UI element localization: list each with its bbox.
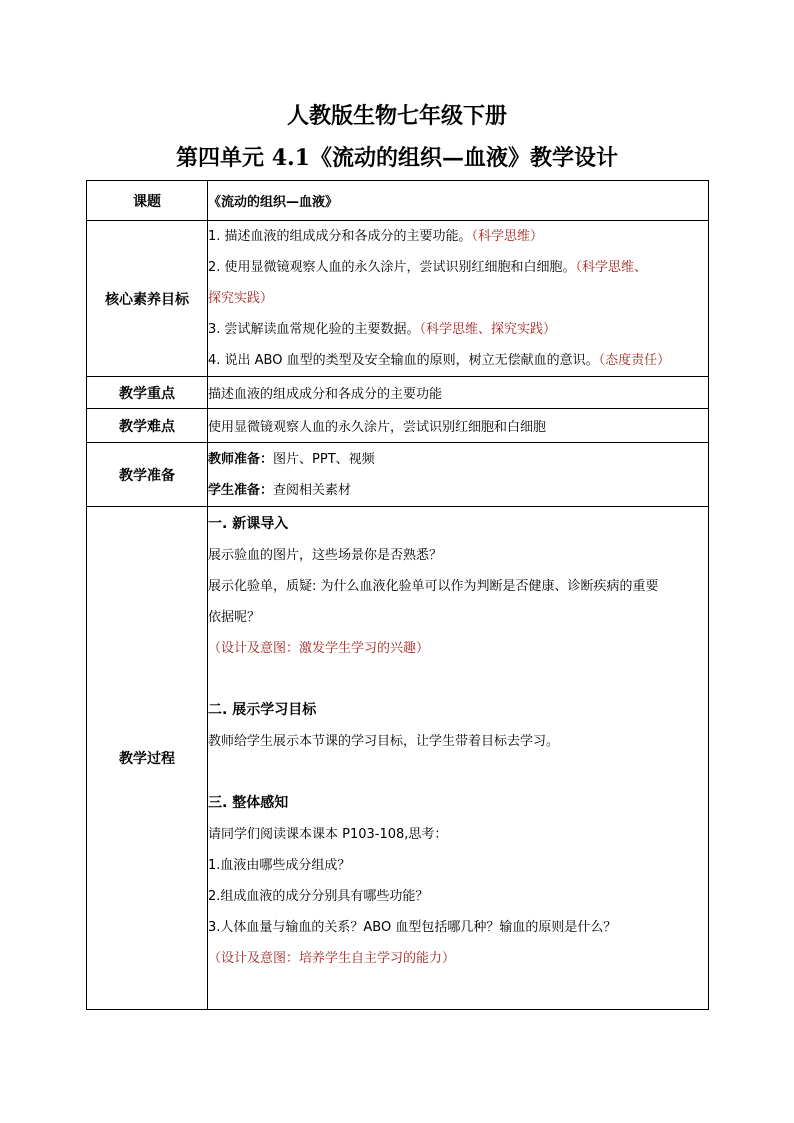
section-title: 三. 整体感知	[208, 795, 289, 811]
paragraph: 请同学们阅读课本课本 P103-108,思考：	[208, 827, 448, 842]
paragraph: 展示验血的图片，这些场景你是否熟悉？	[208, 548, 443, 563]
value-topic: 《流动的组织—血液》	[208, 181, 709, 221]
lesson-plan-table	[86, 180, 709, 1010]
core-goal-item: 1. 描述血液的组成成分和各成分的主要功能。（科学思维）	[208, 229, 544, 244]
preparation-content	[208, 443, 709, 507]
student-prep: 学生准备：查阅相关素材	[208, 482, 352, 498]
row-topic	[87, 181, 709, 221]
paragraph: 展示化验单，质疑: 为什么血液化验单可以作为判断是否健康、诊断疾病的重要	[208, 579, 659, 594]
value-difficult-point: 使用显微镜观察人血的永久涂片，尝试识别红细胞和白细胞	[208, 409, 709, 443]
label-core-goals: 核心素养目标	[87, 221, 208, 377]
question-item: 2.组成血液的成分分别具有哪些功能？	[208, 889, 429, 904]
doc-title-line2: 第四单元 4.1《流动的组织—血液》教学设计	[176, 145, 618, 171]
process-content	[208, 507, 709, 1010]
design-note: （设计及意图：激发学生学习的兴趣）	[208, 641, 430, 656]
row-process	[87, 507, 709, 1010]
label-preparation: 教学准备	[87, 443, 208, 507]
question-item: 1.血液由哪些成分组成？	[208, 858, 351, 873]
label-key-point: 教学重点	[87, 377, 208, 409]
core-goal-item-cont: 探究实践）	[208, 291, 274, 306]
core-goal-item: 4. 说出 ABO 血型的类型及安全输血的原则，树立无偿献血的意识。（态度责任）	[208, 353, 671, 368]
question-item: 3.人体血量与输血的关系？ABO 血型包括哪几种？输血的原则是什么？	[208, 920, 617, 935]
spacer	[208, 757, 708, 788]
core-goals-list	[208, 221, 709, 377]
teacher-prep: 教师准备：图片、PPT、视频	[208, 451, 375, 467]
spacer	[208, 664, 708, 695]
paragraph: 教师给学生展示本节课的学习目标，让学生带着目标去学习。	[208, 734, 560, 749]
core-goal-item: 3. 尝试解读血常规化验的主要数据。（科学思维、探究实践）	[208, 322, 557, 337]
paragraph-cont: 依据呢？	[208, 610, 261, 625]
row-core-goals	[87, 221, 709, 377]
row-key-point	[87, 377, 709, 409]
doc-title-line1: 人教版生物七年级下册	[286, 103, 507, 129]
label-process: 教学过程	[87, 507, 208, 1010]
section-title: 一. 新课导入	[208, 516, 289, 532]
core-goal-item: 2. 使用显微镜观察人血的永久涂片，尝试识别红细胞和白细胞。（科学思维、	[208, 260, 648, 275]
design-note: （设计及意图：培养学生自主学习的能力）	[208, 951, 456, 966]
value-key-point: 描述血液的组成成分和各成分的主要功能	[208, 377, 709, 409]
section-title: 二. 展示学习目标	[208, 702, 317, 718]
row-difficult-point	[87, 409, 709, 443]
row-preparation	[87, 443, 709, 507]
label-topic: 课题	[87, 181, 208, 221]
label-difficult-point: 教学难点	[87, 409, 208, 443]
